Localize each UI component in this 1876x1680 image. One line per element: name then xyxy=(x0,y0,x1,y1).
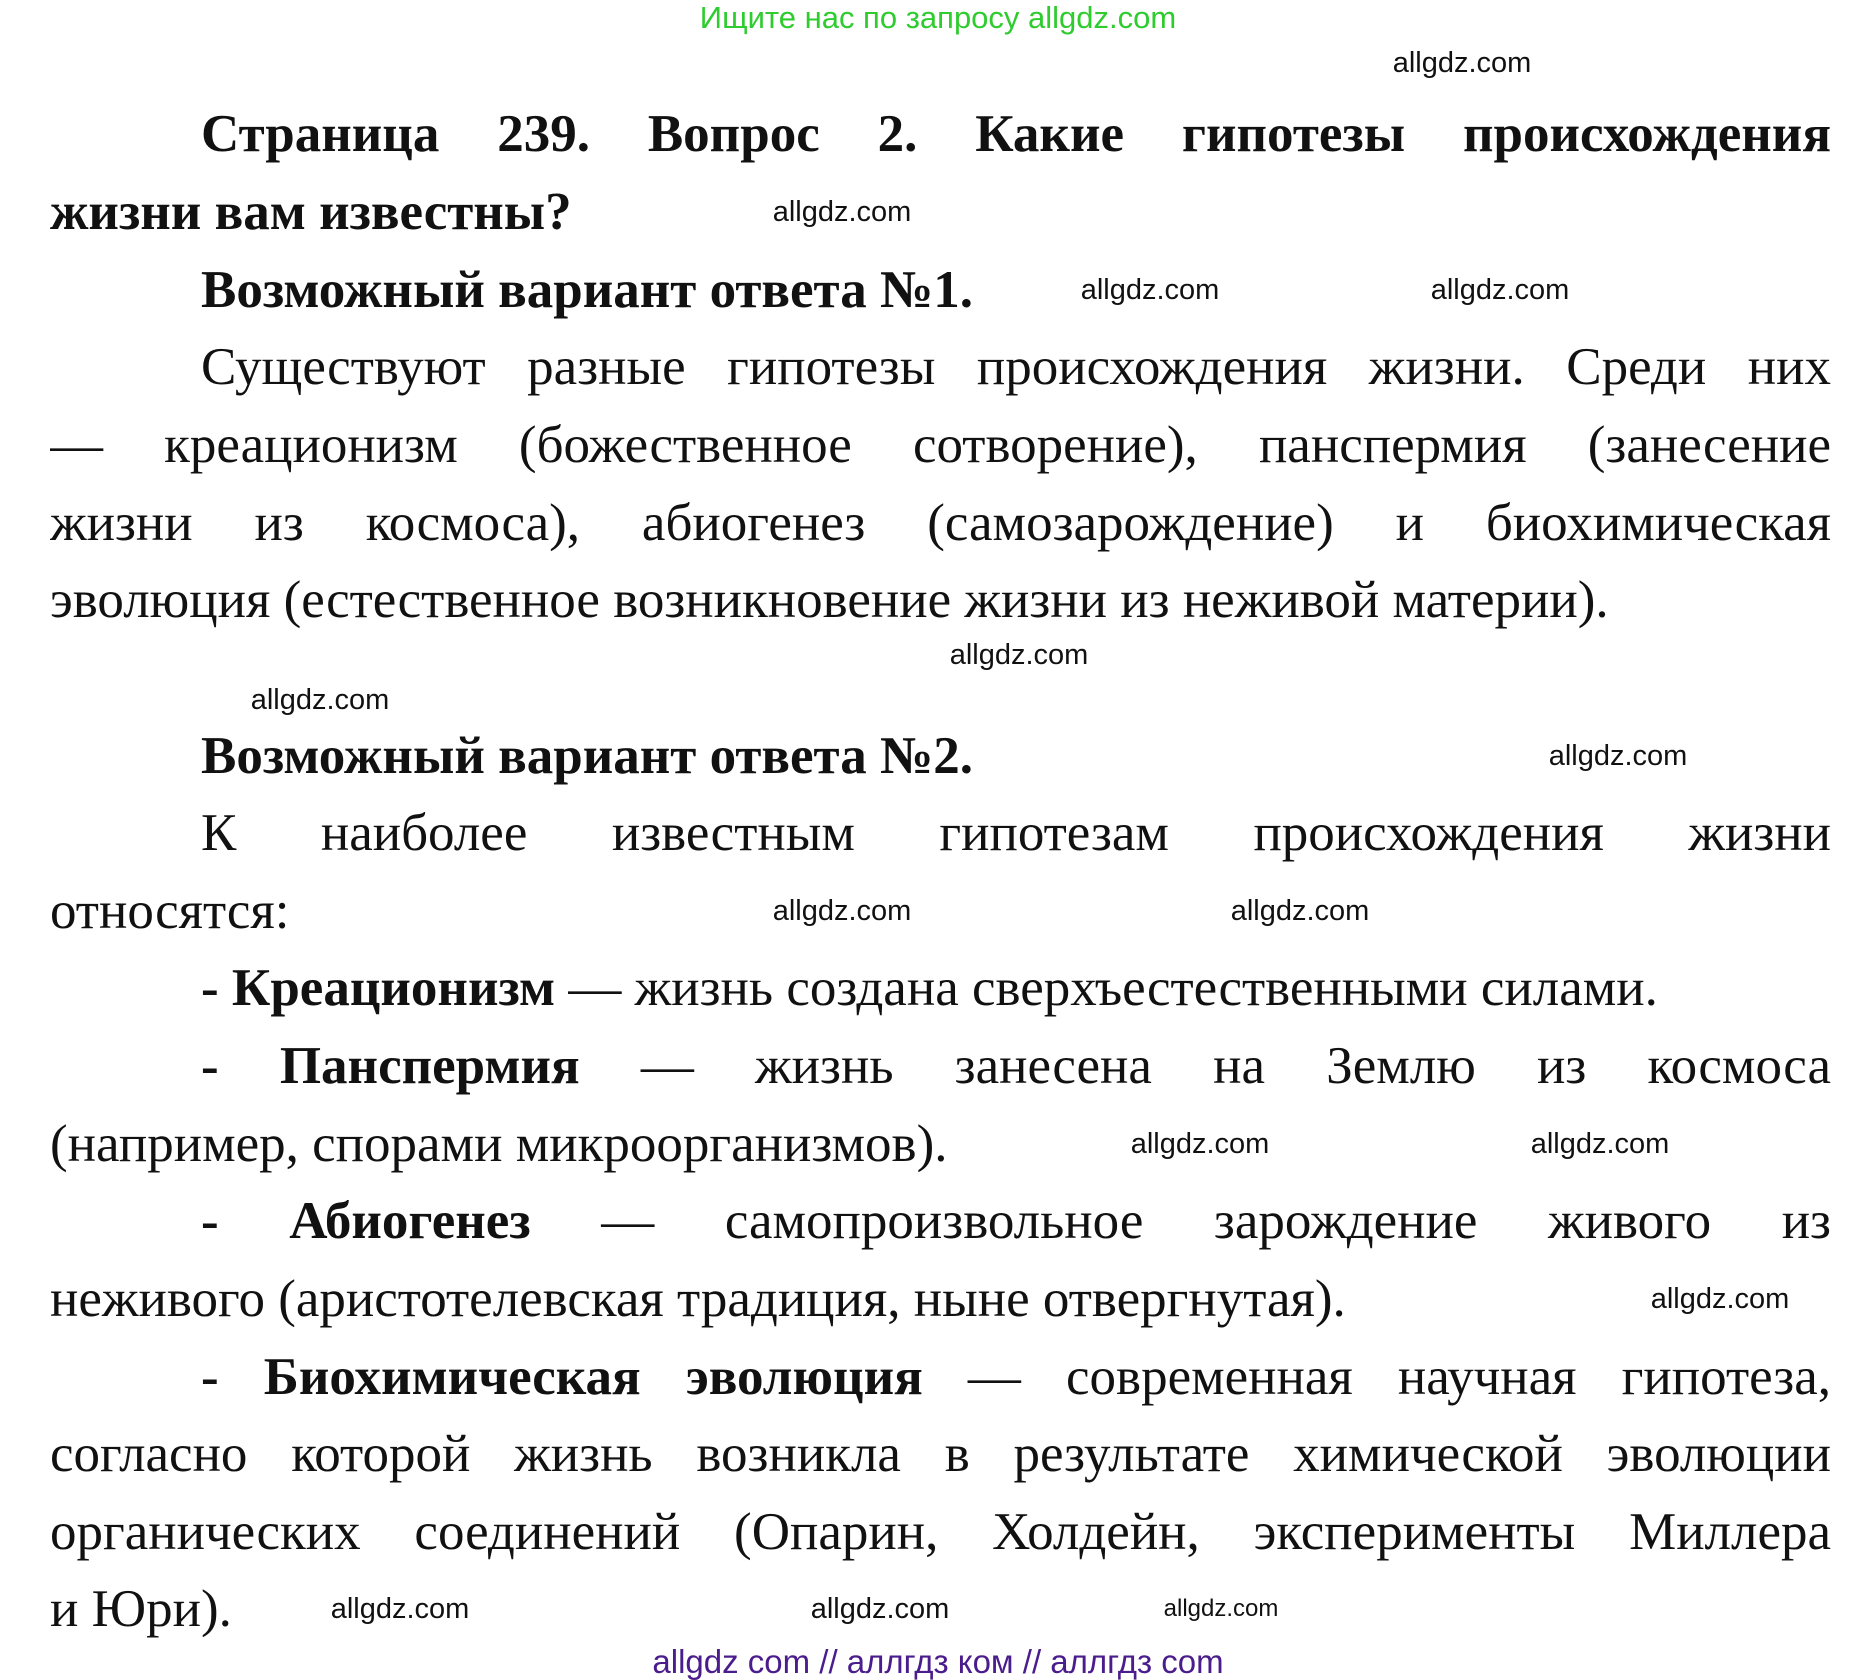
text-line xyxy=(201,1036,1831,1096)
watermark: allgdz.com xyxy=(949,639,1089,671)
text-segment: — самопроизвольное зарождение живого из xyxy=(530,1192,1831,1250)
text-segment: К наиболее известным гипотезам происхождения жизни xyxy=(201,804,1831,862)
watermark: allgdz.com xyxy=(1548,740,1688,772)
heading-line xyxy=(201,104,1831,164)
text-line xyxy=(50,1269,1346,1329)
bold-term: Страница 239. Вопрос 2. Какие гипотезы происхождения xyxy=(201,105,1831,163)
text-segment: жизни из космоса), абиогенез (самозарождение) и биохимическая xyxy=(50,494,1831,552)
text-line xyxy=(201,1347,1831,1407)
text-segment: (например, спорами микроорганизмов). xyxy=(50,1115,948,1173)
watermark: allgdz.com xyxy=(330,1593,470,1625)
watermark: allgdz.com xyxy=(772,895,912,927)
watermark: allgdz.com xyxy=(1392,47,1532,79)
heading-line xyxy=(201,726,973,786)
text-line xyxy=(50,1579,232,1639)
watermark: allgdz.com xyxy=(250,684,390,716)
text-line xyxy=(50,493,1831,553)
watermark: allgdz.com xyxy=(1230,895,1370,927)
watermark: allgdz.com xyxy=(810,1593,950,1625)
text-segment: Существуют разные гипотезы происхождения жизни. Среди них xyxy=(201,338,1831,396)
text-segment: эволюция (естественное возникновение жизни из неживой материи). xyxy=(50,571,1609,629)
bold-term: - Креационизм xyxy=(201,959,556,1017)
search-banner: Ищите нас по запросу allgdz.com xyxy=(699,0,1177,35)
text-line xyxy=(50,415,1831,475)
footer-watermark: allgdz com // аллгдз ком // аллгдз com xyxy=(652,1643,1224,1680)
text-line xyxy=(201,803,1831,863)
watermark: allgdz.com xyxy=(1163,1595,1279,1622)
bold-term: Возможный вариант ответа №1. xyxy=(201,261,973,319)
heading-line xyxy=(201,260,973,320)
text-segment: — жизнь создана сверхъестественными силами. xyxy=(555,959,1658,1017)
text-segment: органических соединений (Опарин, Холдейн, эксперименты Миллера xyxy=(50,1503,1831,1561)
watermark: allgdz.com xyxy=(1130,1128,1270,1160)
text-segment: — жизнь занесена на Землю из космоса xyxy=(579,1037,1831,1095)
bold-term: Возможный вариант ответа №2. xyxy=(201,727,973,785)
text-line xyxy=(201,1191,1831,1251)
text-line xyxy=(50,881,289,941)
watermark: allgdz.com xyxy=(1650,1283,1790,1315)
text-line xyxy=(50,570,1609,630)
text-line xyxy=(50,1424,1831,1484)
text-segment: — современная научная гипотеза, xyxy=(922,1348,1831,1406)
text-line xyxy=(201,337,1831,397)
heading-line xyxy=(50,182,572,242)
text-segment: согласно которой жизнь возникла в результате химической эволюции xyxy=(50,1425,1831,1483)
watermark: allgdz.com xyxy=(1080,274,1220,306)
watermark: allgdz.com xyxy=(772,196,912,228)
bold-term: жизни вам известны? xyxy=(50,183,572,241)
text-segment: относятся: xyxy=(50,882,290,940)
text-segment: — креационизм (божественное сотворение), панспермия (занесение xyxy=(50,416,1831,474)
text-line xyxy=(50,1114,947,1174)
bold-term: - Абиогенез xyxy=(201,1192,531,1250)
text-line xyxy=(50,1502,1831,1562)
bold-term: - Панспермия xyxy=(201,1037,580,1095)
text-line xyxy=(201,958,1658,1018)
text-segment: и Юри). xyxy=(50,1580,232,1638)
watermark: allgdz.com xyxy=(1430,274,1570,306)
watermark: allgdz.com xyxy=(1530,1128,1670,1160)
text-segment: неживого (аристотелевская традиция, ныне отвергнутая). xyxy=(50,1270,1346,1328)
bold-term: - Биохимическая эволюция xyxy=(201,1348,923,1406)
